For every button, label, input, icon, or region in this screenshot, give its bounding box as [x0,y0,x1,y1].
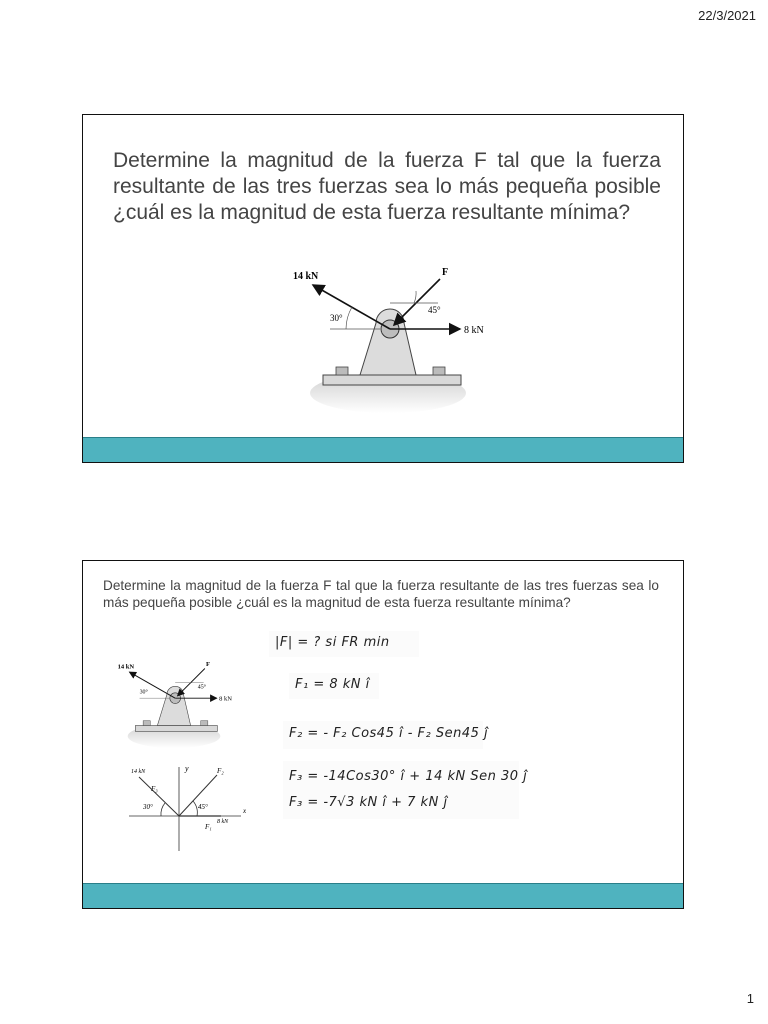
sketch-label-y: y [185,764,189,773]
label-8kn: 8 kN [464,325,484,336]
label-14kn: 14 kN [293,271,319,282]
sketch-label-30: 30° [143,803,153,811]
handwritten-line-2: F₁ = 8 kN î [295,677,370,692]
small-label-45: 45° [197,684,207,691]
slide-2-question: Determine la magnitud de la fuerza F tal que la fuerza resultante de las tres fuerzas sea lo más pequeña posible ¿cuál es la magnitud de esta fuerza resultante mínima? [103,578,659,610]
small-label-8kn: 8 kN [219,695,232,703]
force-14kn [313,285,390,329]
base-plate [323,375,461,385]
label-30-degrees: 30° [330,313,343,323]
label-45-degrees: 45° [428,305,441,315]
bolt-left [336,367,348,375]
handwritten-line-1: |F| = ? si FR min [275,635,390,650]
handwritten-line-3: F₂ = - F₂ Cos45 î - F₂ Sen45 ĵ [289,726,489,741]
slide-1 [82,114,684,463]
small-label-14kn: 14 kN [117,663,135,671]
force-diagram [288,263,488,418]
slide-2 [82,560,684,909]
slide-2-footer-bar [83,883,683,908]
sketch-label-f2: F₂ [217,767,224,775]
slide-1-question: Determine la magnitud de la fuerza F tal que la fuerza resultante de las tres fuerzas sea lo más pequeña posible ¿cuál es la magnitud de esta fuerza resultante mínima? [113,149,661,224]
page-number: 1 [746,991,754,1006]
sketch-label-f1: F₁ [205,823,212,831]
force-diagram-small [99,659,249,751]
force-f [394,279,440,325]
slide-1-footer-bar [83,437,683,462]
label-f: F [442,267,449,278]
sketch-label-x: x [243,807,247,815]
handwritten-line-5: F₃ = -7√3 kN î + 7 kN ĵ [289,795,448,810]
sketch-label-8kn: 8 kN [217,819,229,825]
sketch-label-f3: F₃ [151,785,158,793]
bolt-right [433,367,445,375]
small-label-f: F [206,661,211,669]
small-label-30: 30° [139,689,148,696]
vector-sketch [121,759,251,854]
sketch-label-45: 45° [198,803,208,811]
sketch-label-14kn: 14 kN [131,769,146,775]
header-date: 22/3/2021 [698,8,756,23]
handwritten-line-4: F₃ = -14Cos30° î + 14 kN Sen 30 ĵ [289,769,528,784]
bracket [360,309,416,375]
